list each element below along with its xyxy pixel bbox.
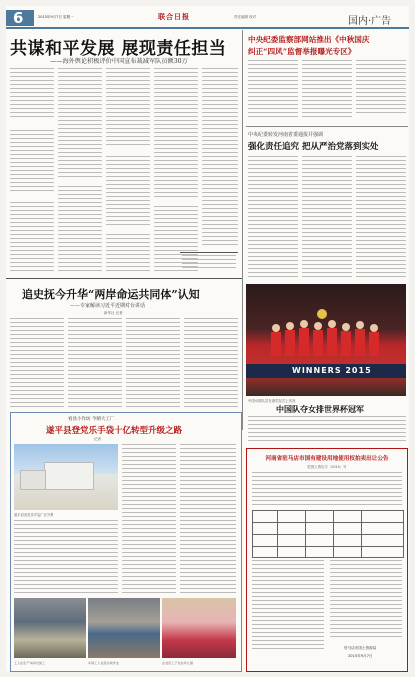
cctv-body-col2: [302, 60, 352, 120]
volleyball-headline: 中国队夺女排世界杯冠军: [276, 404, 364, 414]
henan-kicker: 中央纪委转发河南省委通报并强调: [248, 132, 324, 138]
kindergarten-photo: [162, 598, 236, 658]
notice-intro: [252, 472, 402, 506]
cctv-body-col1: [248, 60, 298, 120]
main-body-col4: [154, 68, 198, 198]
workshop-photo-2: [88, 598, 160, 658]
county-kicker: 看县小作坊 今朝大工厂: [68, 417, 115, 422]
main-headline: 共谋和平发展 展现责任担当: [10, 39, 227, 59]
volleyball-photo: [246, 284, 406, 396]
taiwan-body-col2: [68, 318, 122, 408]
section-label: 国内·广告: [348, 16, 392, 27]
taiwan-byline: 新华社 记者: [104, 311, 123, 315]
workshop-photo-1: [14, 598, 86, 658]
cctv-body-col3: [356, 60, 406, 116]
date-info: 2015年9月7日 星期一: [38, 15, 74, 19]
county-body-left: [14, 520, 118, 594]
notice-body-right: [330, 560, 402, 640]
notice-closing: 驻马店市国土资源局: [344, 646, 377, 650]
volleyball-team-graphic: [246, 284, 406, 396]
main-body-col1: [10, 68, 54, 120]
caption-kindergarten: 企业员工子女在幼儿园: [162, 661, 193, 665]
main-body-col3c: [106, 234, 150, 272]
main-body-col3: [106, 68, 150, 148]
header-rule: [6, 27, 409, 29]
editor-info: 责任编辑 校对: [234, 15, 257, 19]
taiwan-subheadline: ——专家解读习近平近期对台讲话: [70, 303, 146, 309]
caption-workshop-1: 工人在生产车间内加工: [14, 661, 45, 665]
henan-body-col2: [302, 156, 352, 278]
page-number: 6: [13, 9, 24, 27]
taiwan-body-col3: [126, 318, 180, 408]
column-divider-main: [242, 30, 243, 430]
volleyball-banner: WINNERS 2015: [292, 366, 372, 375]
main-body-col1c: [10, 202, 54, 272]
county-body-mid: [122, 444, 176, 594]
notice-headline: 河南省驻马店市国有建设用地使用权拍卖出让公告: [265, 456, 389, 462]
county-body-right: [180, 444, 236, 594]
notice-date: 2015年9月7日: [348, 654, 373, 658]
taiwan-body-col4: [184, 318, 238, 408]
main-body-col3b: [106, 156, 150, 226]
caption-factory: 遂平县登党乐手袋厂区外景: [14, 513, 54, 517]
notice-subline: 驻国土资告字〔2015〕号: [307, 465, 347, 469]
main-body-col2b: [58, 186, 102, 272]
factory-building-graphic-2: [20, 470, 46, 490]
county-headline: 遂平县登党乐手袋十亿转型升级之路: [46, 426, 183, 436]
taiwan-headline: 追史抚今升华“两岸命运共同体”认知: [22, 288, 200, 301]
notice-body-left: [252, 560, 324, 650]
divider-taiwan: [6, 278, 242, 279]
main-body-col5: [202, 68, 238, 248]
henan-headline: 强化责任追究 把从严治党落到实处: [248, 142, 379, 152]
volleyball-photo-caption: 中国女排队员在颁奖仪式上庆祝: [248, 399, 296, 403]
main-body-col2: [58, 68, 102, 178]
page-number-box: [6, 10, 34, 26]
divider-henan: [246, 126, 408, 127]
henan-body-col3: [356, 156, 406, 278]
paper-name: 联合日报: [158, 13, 190, 21]
taiwan-body-col1: [10, 318, 64, 408]
cctv-headline-2: 纠正“四风”监督举报曝光专区》: [248, 47, 356, 56]
caption-workshop-2: 车间工人在流水线作业: [88, 661, 119, 665]
notice-table: [252, 510, 404, 558]
factory-photo: [14, 444, 118, 510]
newspaper-page: [6, 6, 409, 671]
factory-building-graphic: [44, 462, 94, 490]
county-byline: 记者: [94, 437, 101, 441]
cctv-headline-1: 中央纪委监察部网站推出《中秋国庆: [248, 35, 370, 44]
henan-body-col1: [248, 156, 298, 278]
main-body-col1b: [10, 130, 54, 192]
volleyball-body: [248, 416, 406, 442]
main-subheadline: ——海外舆论积极评价中国宣布裁减军队员额30万: [50, 58, 188, 65]
main-body-box-lines: [182, 255, 236, 271]
